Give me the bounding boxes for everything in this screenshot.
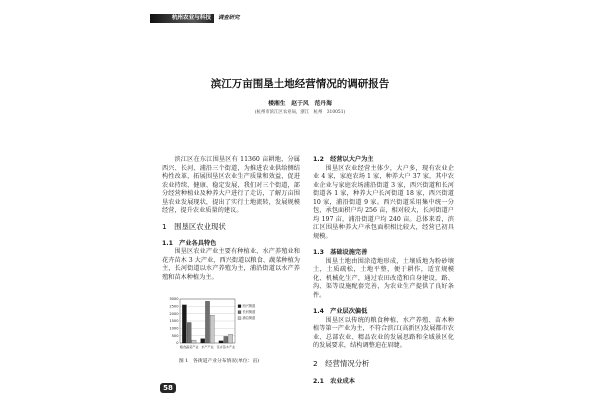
bar-series-0-category-2 (219, 341, 223, 343)
section-2-1-heading: 2.1 农业成本 (313, 377, 355, 385)
legend-label: 长河街道 (242, 310, 256, 314)
legend-label: 浦沿街道 (242, 316, 256, 320)
section-1-4-paragraph: 围垦区以传统的粮食种植、水产养殖、苗木种植等第一产业为主，不符合滨江(高新区)发展都市农业、总部农业、精品农业的发展思路和全域景区化的发展要求，结构调整迫在眉睫。 (313, 316, 454, 349)
legend-label: 西兴街道 (242, 304, 256, 308)
bar-series-2-category-2 (229, 334, 233, 343)
intro-paragraph: 滨江区在东江围垦区有 11360 亩耕地，分属西兴、长河、浦沿三个街道，为推进农业供给侧结构性改革，拓展围垦区农业生产质量和效益，促进农业持续、健康、稳定发展，我们对三个街道，部分经营种植业及种养大户进行了走访，了解万亩围垦农业发展现状，提出了实行土地流转，发展规模经营，提升农业质量的建议。 (162, 156, 300, 214)
journal-banner (150, 14, 214, 23)
bar-series-1-category-2 (224, 336, 228, 343)
section-1-2-paragraph: 围垦区农业经营主体少，大户多，现有农业企业 4 家，家庭农场 1 家，种养大户 37 家，其中农业企业与家庭农场浦沿街道 3 家，西兴街道和长河街道各 1 家，种养大户长河街道 18 家，西兴街道 10 家，浦沿街道 9 家。西兴街道采用集中统一分包，承包面积户均 256 亩，相对较大，长河街道户均 197 亩，浦沿街道户均 240 亩。总体来看，滨江区围垦种养大户承包面积相比较大，经营已初具规模。 (313, 164, 454, 240)
article-authors: 楼湘生 赵于风 范丹海 (268, 101, 332, 107)
bar-series-0-category-0 (182, 305, 186, 343)
figure-1-caption: 图 1 各街道产业分布情况(单位：亩) (178, 359, 260, 364)
bar-series-2-category-0 (192, 340, 196, 343)
column-label: 调查研究 (218, 15, 240, 21)
legend-swatch (238, 317, 241, 320)
article-title: 滨江万亩围垦土地经营情况的调研报告 (210, 78, 390, 90)
legend-swatch (238, 311, 241, 314)
bar-series-0-category-1 (201, 339, 205, 343)
y-tick-label: 2500 (169, 304, 179, 309)
page-number: 58 (160, 383, 176, 393)
y-tick-label: 1000 (169, 326, 179, 331)
section-1-heading: 1 围垦区农业现状 (162, 221, 226, 231)
section-1-4-heading: 1.4 产业层次偏低 (313, 308, 368, 315)
section-1-3-heading: 1.3 基础设施完善 (313, 249, 368, 256)
bar-series-2-category-1 (210, 315, 214, 343)
journal-name: 杭州农业与科技 (171, 15, 211, 21)
y-tick-label: 2000 (169, 311, 179, 316)
legend-swatch (238, 305, 241, 308)
bar-chart (163, 293, 259, 355)
y-tick-label: 500 (171, 333, 179, 338)
x-category-label: 粮食蔬菜产业 (179, 345, 199, 349)
bar-series-1-category-1 (205, 301, 209, 343)
left-column (162, 156, 300, 365)
x-category-label: 花卉苗木产业 (216, 345, 236, 349)
right-column (313, 156, 454, 386)
section-1-1-heading: 1.1 产业各具特色 (162, 239, 217, 247)
section-1-3-paragraph: 围垦土地由围涂造地形成，土壤质地为粉砂壤土，土质疏松，土地平整，便于耕作，适宜规模化、机械化生产，通过农田改造和自身建设，路、沟、渠等设施配套完善，为农业生产提供了良好条件。 (313, 257, 454, 299)
y-tick-label: 1500 (169, 319, 179, 324)
section-2-heading: 2 经营情况分析 (313, 358, 370, 368)
section-1-1-paragraph: 围垦区农业产业主要有种植业、水产养殖业和花卉苗木 3 大产业，西兴街道以粮食、蔬菜种植为主，长河街道以水产养殖为主，浦沿街道以水产养殖和苗木种植为主。 (162, 248, 300, 281)
author-affiliation: (杭州市滨江区农业局，浙江 杭州 310051) (254, 110, 346, 115)
section-1-2-heading: 1.2 经营以大户为主 (313, 156, 374, 163)
y-tick-label: 0 (176, 341, 179, 346)
figure-1-chart (163, 293, 259, 355)
x-category-label: 水产产业 (201, 345, 214, 349)
bar-series-1-category-0 (187, 322, 191, 343)
y-tick-label: 3000 (169, 297, 179, 302)
